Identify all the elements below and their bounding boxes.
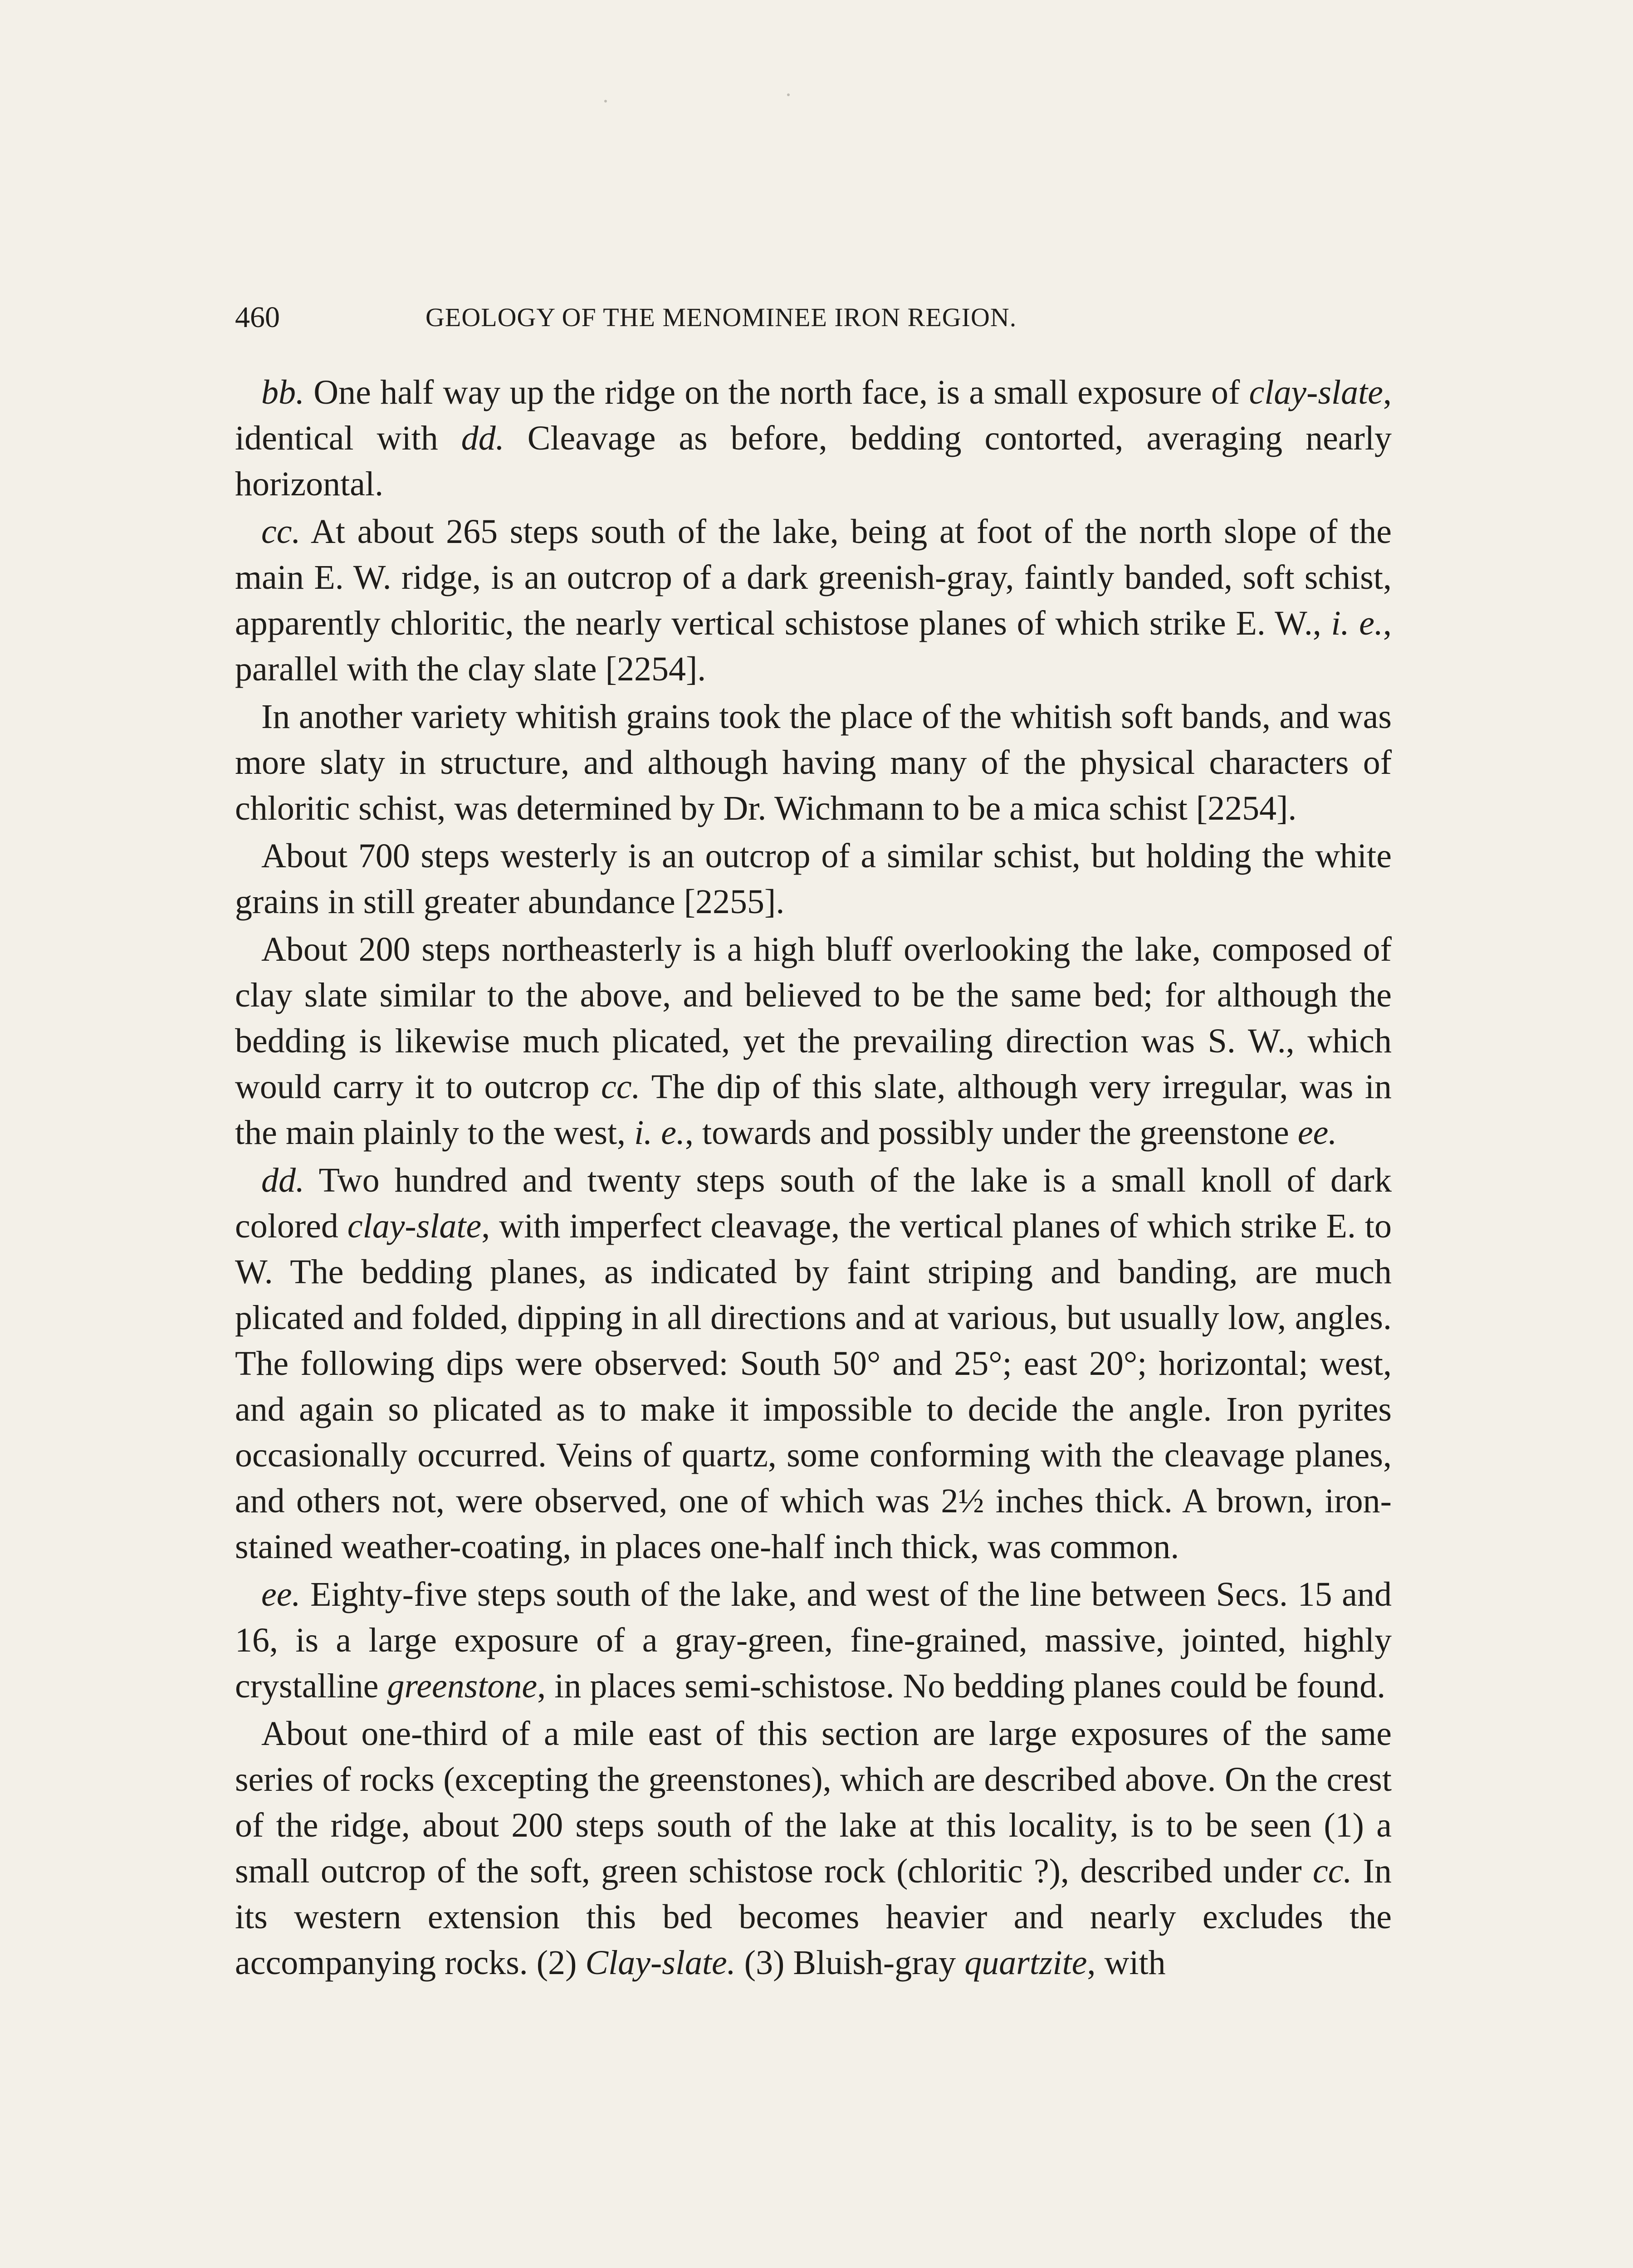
paper-speck bbox=[787, 93, 790, 96]
paragraph-text: The dip of this slate, although very irregular, was in the main plainly to the west, bbox=[235, 1068, 1392, 1152]
italic-term: clay-slate bbox=[1249, 373, 1383, 411]
paragraph bbox=[235, 927, 1392, 1156]
italic-term: cc. bbox=[1312, 1852, 1352, 1890]
paper-speck bbox=[604, 100, 607, 103]
italic-term: quartzite bbox=[964, 1944, 1087, 1982]
italic-term: ee. bbox=[1297, 1114, 1337, 1152]
paragraph-label: ee. bbox=[261, 1575, 301, 1613]
paragraph-text: Cleavage as before, bedding contorted, averaging nearly horizontal. bbox=[235, 419, 1392, 503]
paragraph-text: , parallel with the clay slate [2254]. bbox=[235, 604, 1392, 688]
italic-term: i. e. bbox=[634, 1114, 685, 1152]
paragraph-text: In its western extension this bed becomes heavier and nearly excludes the accompanying rocks. (2) bbox=[235, 1852, 1392, 1982]
paragraph-text: , identical with bbox=[235, 373, 1392, 457]
paragraph-text: About 700 steps westerly is an outcrop of a similar schist, but holding the white grains in still greater abundance [2255]. bbox=[235, 837, 1392, 921]
paragraph-text: , in places semi-schistose. No bedding planes could be found. bbox=[537, 1667, 1386, 1705]
paragraph-text: At about 265 steps south of the lake, being at foot of the north slope of the main E. W. ridge, is an outcrop of a dark greenish-gray, faintly banded, soft schist, apparently chloritic, the nearly vertical schistose planes of which strike E. W., bbox=[235, 513, 1392, 642]
paragraph-text: , towards and possibly under the greenstone bbox=[685, 1114, 1298, 1152]
paragraph bbox=[235, 1711, 1392, 1986]
paragraph-text: Eighty-five steps south of the lake, and west of the line between Secs. 15 and 16, is a large exposure of a gray-green, fine-grained, massive, jointed, highly crystalline bbox=[235, 1575, 1392, 1705]
italic-term: i. e. bbox=[1331, 604, 1383, 642]
page-header bbox=[235, 296, 1392, 339]
paragraph-text: One half way up the ridge on the north face, is a small exposure of bbox=[304, 373, 1249, 411]
paragraph bbox=[235, 370, 1392, 507]
paragraph bbox=[235, 833, 1392, 925]
paragraph bbox=[235, 694, 1392, 831]
paragraph-label: bb. bbox=[261, 373, 304, 411]
paragraph-text: (3) Bluish-gray bbox=[735, 1944, 965, 1982]
paragraph-text: , with imperfect cleavage, the vertical planes of which strike E. to W. The bedding planes, as indicated by faint striping and banding, are much plicated and folded, dipping in all directions and at various, but usually low, angles. The following dips were observed: South 50° and 25°; east 20°; horizontal; west, and again so plicated as to make it impossible to decide the angle. Iron pyrites occasionally occurred. Veins of quartz, some conforming with the cleavage planes, and others not, were observed, one of which was 2½ inches thick. A brown, iron-stained weather-coating, in places one-half inch thick, was common. bbox=[235, 1207, 1392, 1566]
running-head: GEOLOGY OF THE MENOMINEE IRON REGION. bbox=[425, 303, 1017, 332]
italic-term: cc. bbox=[601, 1068, 640, 1106]
paragraph-text: About 200 steps northeasterly is a high bluff overlooking the lake, composed of clay slate similar to the above, and believed to be the same bed; for although the bedding is likewise much plicated, yet the prevailing direction was S. W., which would carry it to outcrop bbox=[235, 930, 1392, 1106]
italic-term: clay-slate bbox=[347, 1207, 482, 1245]
paragraph bbox=[235, 1572, 1392, 1709]
body-text bbox=[235, 370, 1392, 1986]
paragraph bbox=[235, 509, 1392, 692]
paragraph-text: About one-third of a mile east of this section are large exposures of the same series of rocks (excepting the greenstones), which are described above. On the crest of the ridge, about 200 steps south of the lake at this locality, is to be seen (1) a small outcrop of the soft, green schistose rock (chloritic ?), described under bbox=[235, 1715, 1392, 1890]
paragraph bbox=[235, 1158, 1392, 1570]
page-number: 460 bbox=[235, 301, 280, 334]
italic-term: greenstone bbox=[387, 1667, 538, 1705]
paragraph-text: In another variety whitish grains took the place of the whitish soft bands, and was more slaty in structure, and although having many of the physical characters of chloritic schist, was determined by Dr. Wichmann to be a mica schist [2254]. bbox=[235, 698, 1392, 827]
paragraph-label: cc. bbox=[261, 513, 301, 551]
paragraph-text: , with bbox=[1087, 1944, 1166, 1982]
paragraph-label: dd. bbox=[261, 1161, 304, 1199]
paragraph-text: Two hundred and twenty steps south of the lake is a small knoll of dark colored bbox=[235, 1161, 1392, 1245]
italic-term: Clay-slate. bbox=[585, 1944, 736, 1982]
italic-term: dd. bbox=[461, 419, 504, 457]
